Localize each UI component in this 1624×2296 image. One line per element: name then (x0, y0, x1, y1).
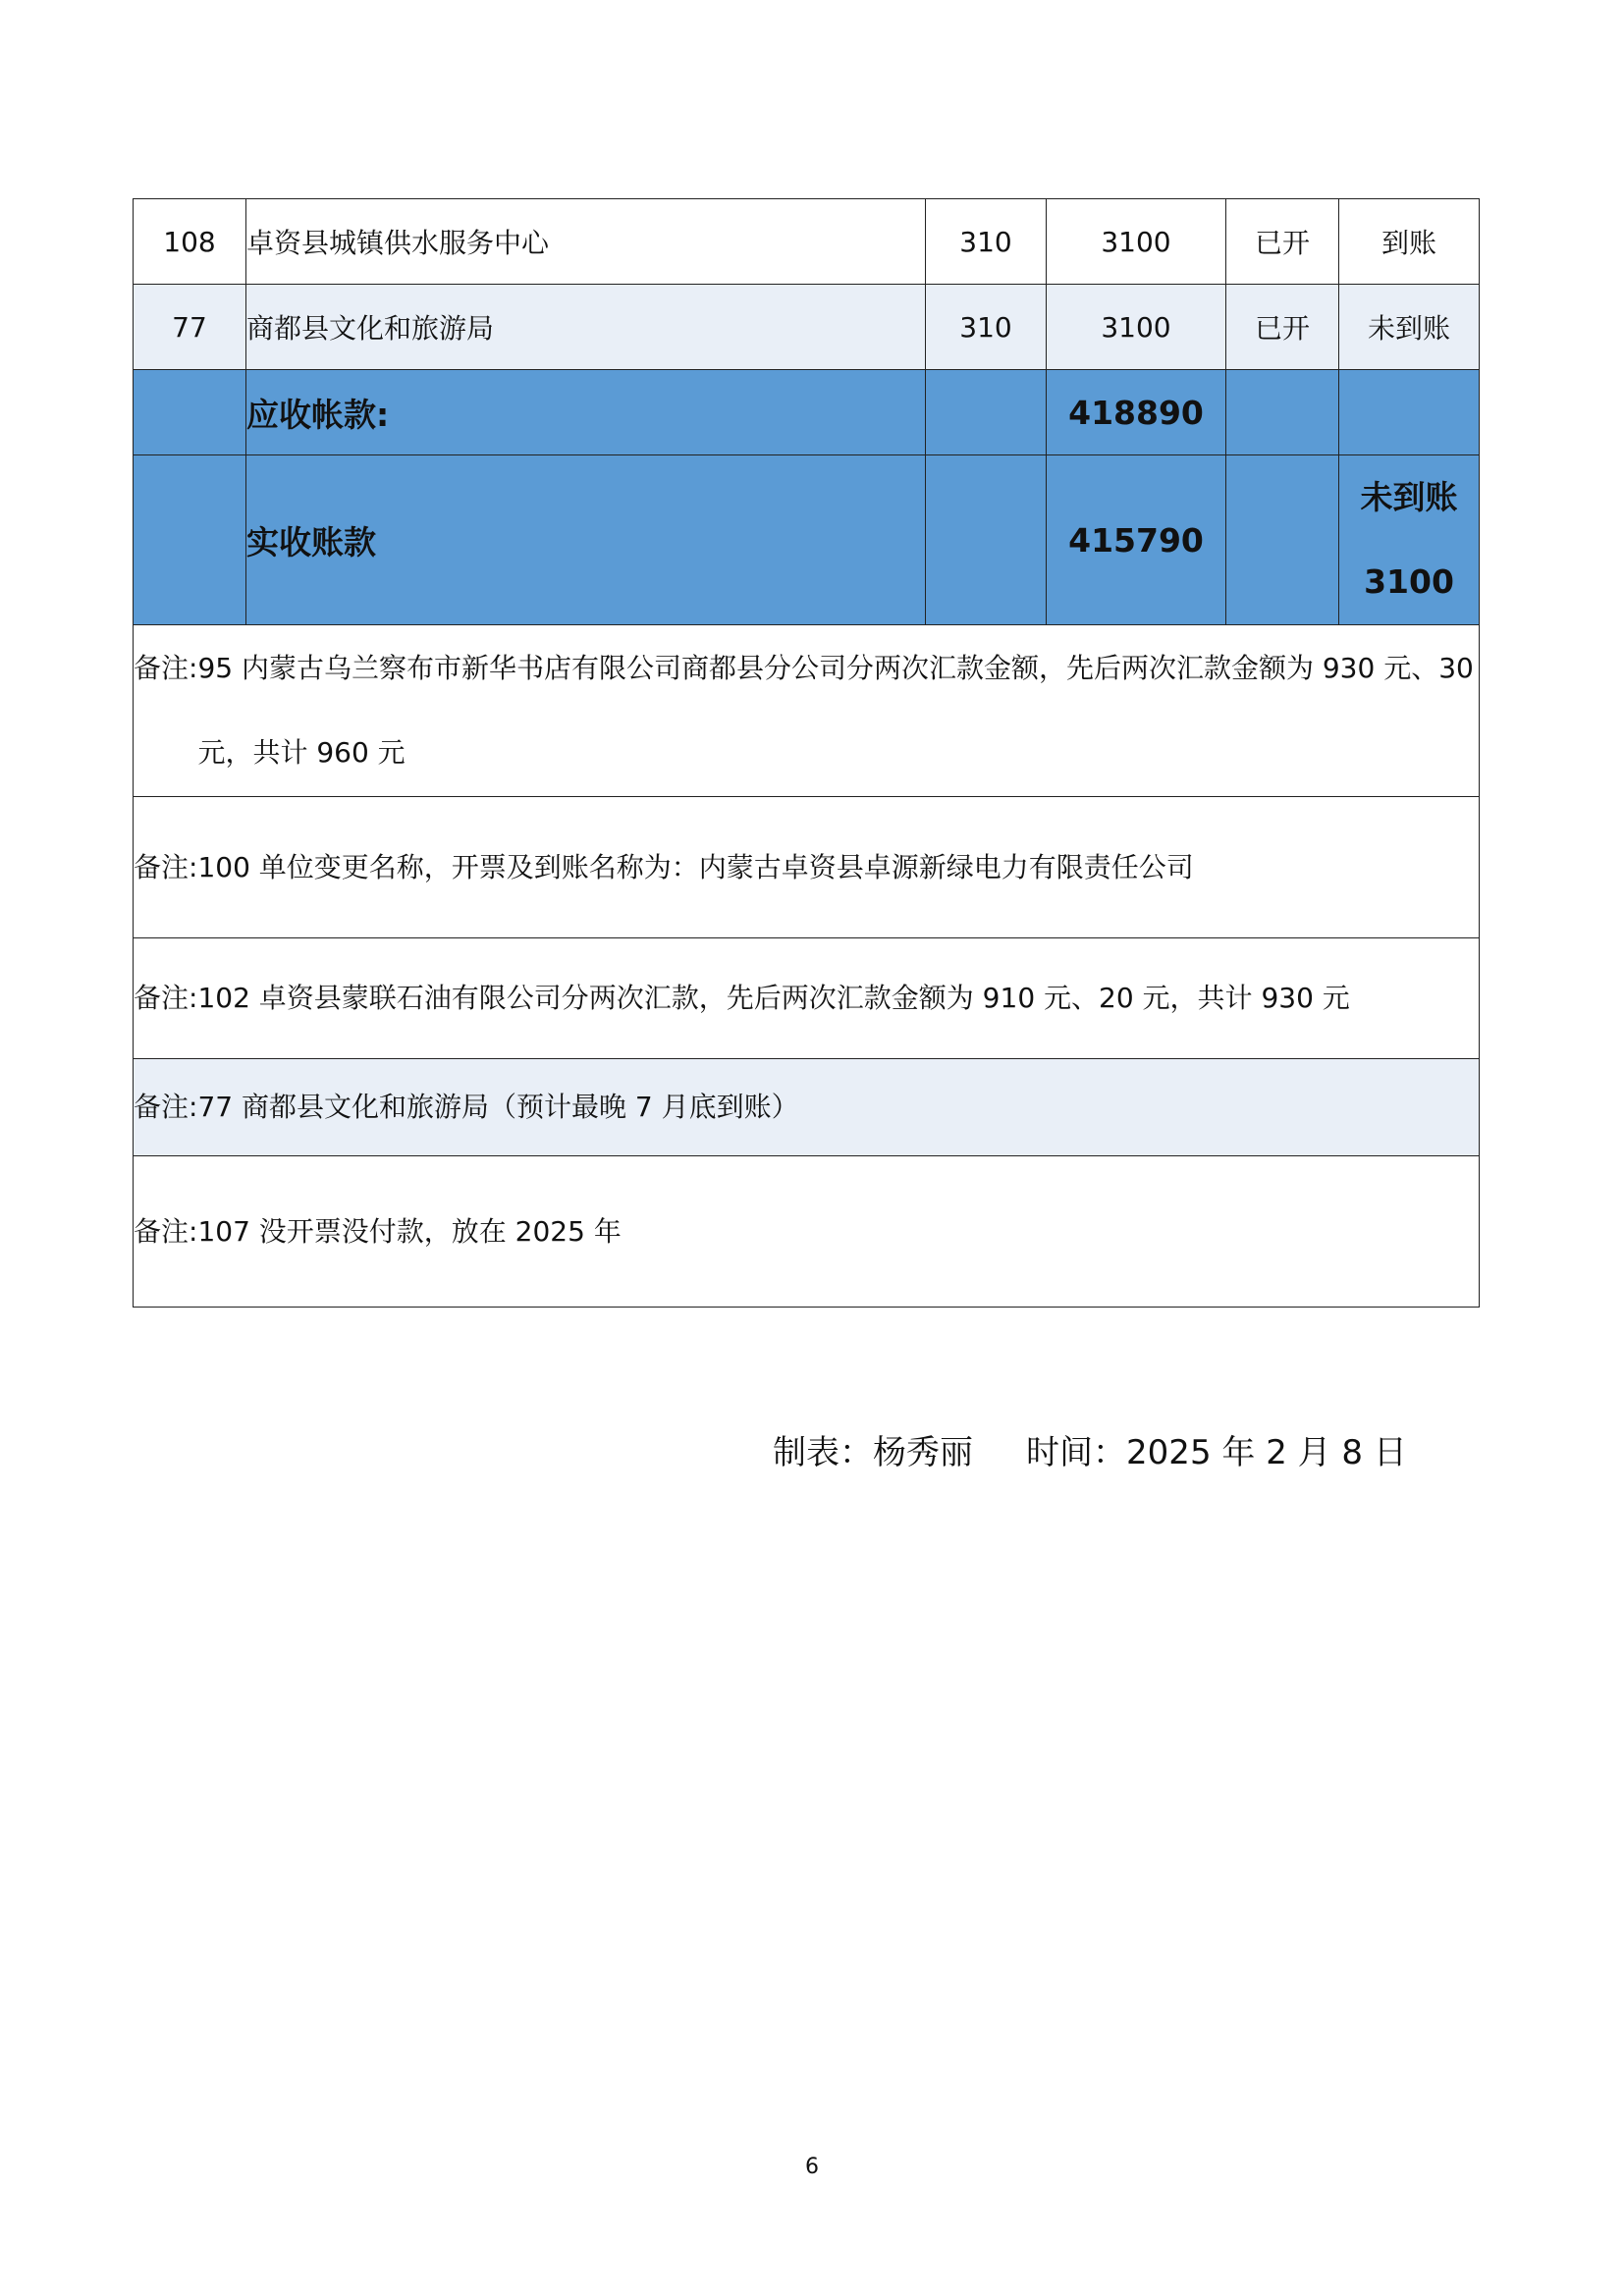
received-amount: 415790 (1047, 455, 1226, 625)
table-row (134, 199, 1480, 285)
note-row (134, 797, 1480, 938)
unreceived-amount: 3100 (1364, 562, 1454, 601)
row-number: 77 (134, 285, 246, 370)
report-date: 时间：2025 年 2 月 8 日 (1026, 1433, 1407, 1472)
unit-name: 商都县文化和旅游局 (246, 285, 926, 370)
amount: 3100 (1047, 285, 1226, 370)
note-label: 备注: (134, 850, 198, 883)
note-label: 备注: (134, 1214, 198, 1248)
received-label: 实收账款 (246, 455, 926, 625)
unreceived-cell (1339, 455, 1480, 625)
note-text: 77 商都县文化和旅游局（预计最晚 7 月底到账） (197, 1091, 799, 1123)
invoice-status: 已开 (1226, 285, 1339, 370)
payment-status: 到账 (1339, 199, 1480, 285)
note-row (134, 1156, 1480, 1308)
note-text: 95 内蒙古乌兰察布市新华书店有限公司商都县分公司分两次汇款金额，先后两次汇款金额为 930 元、30 元，共计 960 元 (197, 652, 1474, 769)
table-row (134, 285, 1480, 370)
unit-name: 卓资县城镇供水服务中心 (246, 199, 926, 285)
row-number: 108 (134, 199, 246, 285)
amount: 3100 (1047, 199, 1226, 285)
unit-price: 310 (926, 285, 1047, 370)
note-label: 备注: (134, 1091, 198, 1123)
payment-status: 未到账 (1339, 285, 1480, 370)
receivable-label: 应收帐款: (246, 370, 926, 455)
note-row (134, 625, 1480, 797)
note-row (134, 938, 1480, 1059)
unreceived-label: 未到账 (1360, 478, 1458, 516)
note-label: 备注: (134, 982, 198, 1014)
note-text: 102 卓资县蒙联石油有限公司分两次汇款，先后两次汇款金额为 910 元、20 元，共计 930 元 (197, 982, 1350, 1014)
receivable-amount: 418890 (1047, 370, 1226, 455)
table-maker: 制表：杨秀丽 (773, 1433, 973, 1472)
note-text: 107 没开票没付款，放在 2025 年 (197, 1214, 622, 1248)
footer-signature (773, 1425, 1407, 1473)
invoice-status: 已开 (1226, 199, 1339, 285)
received-summary-row (134, 455, 1480, 625)
receivables-table (133, 198, 1480, 1308)
note-label: 备注: (134, 652, 198, 684)
page-number: 6 (805, 2155, 819, 2179)
receivable-summary-row (134, 370, 1480, 455)
note-text: 100 单位变更名称，开票及到账名称为：内蒙古卓资县卓源新绿电力有限责任公司 (197, 850, 1194, 883)
unit-price: 310 (926, 199, 1047, 285)
note-row (134, 1059, 1480, 1156)
